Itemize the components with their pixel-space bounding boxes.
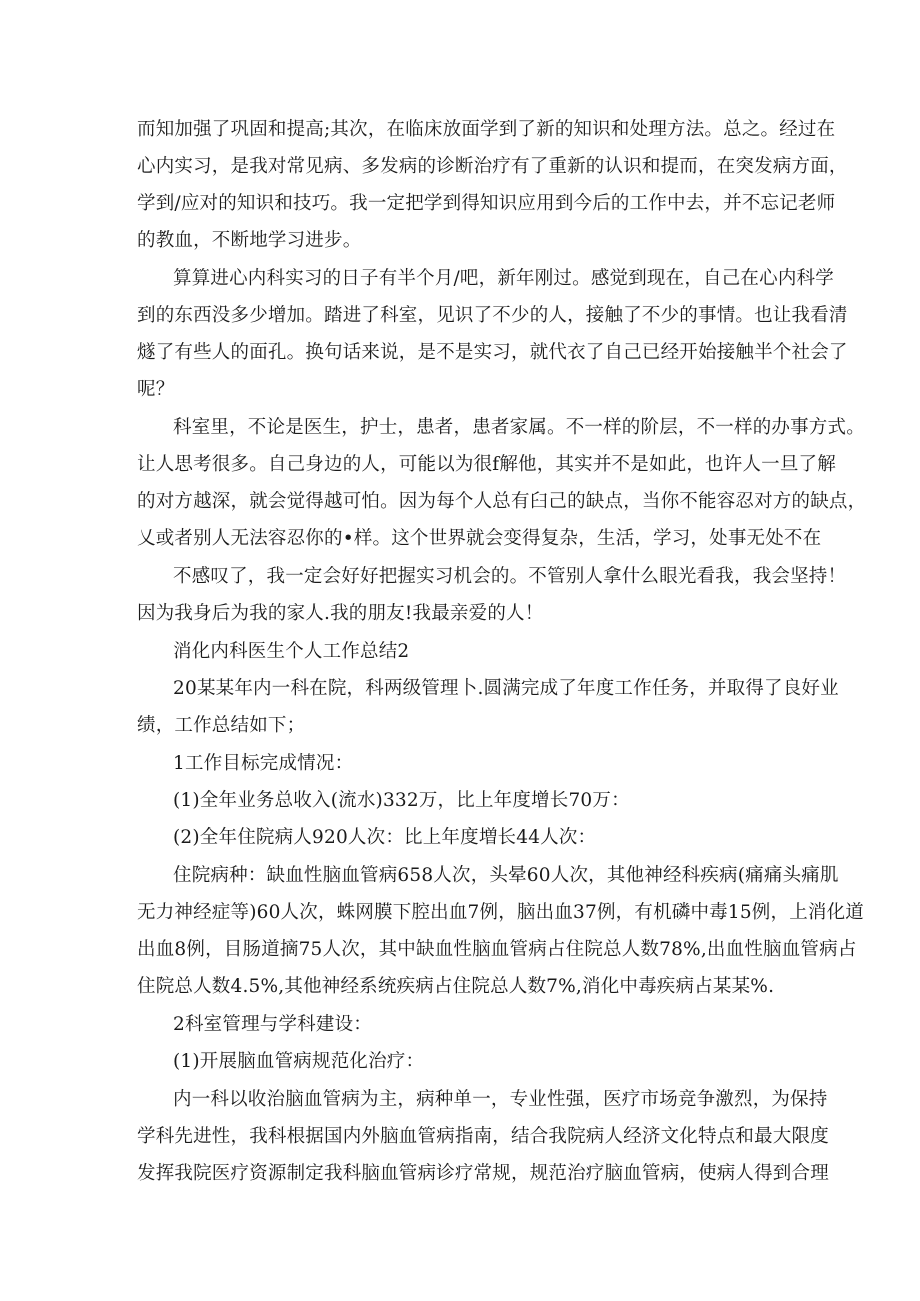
text-line: 的对方越深，就会觉得越可怕。因为每个人总有臼己的缺点，当你不能容忍对方的缺点，	[137, 491, 867, 512]
text-line: 学到/应对的知识和技巧。我一定把学到得知识应用到今后的工作中去，并不忘记老师	[137, 193, 836, 214]
section-title: 消化内科医生个人工作总结2	[173, 641, 410, 662]
heading-line: 1工作目标完成情况：	[173, 753, 354, 774]
text-line: 心内实习，是我对常见病、多发病的诊断治疗有了重新的认识和提而，在突发病方面，	[137, 156, 848, 177]
text-line: 的教血，不断地学习进步。	[137, 230, 362, 251]
text-line: 燧了有些人的面孔。换句话来说，是不是实习，就代衣了自己已经开始接触半个社会了	[137, 342, 848, 363]
list-item: (2)全年住院病人920人次：比上年度増长44人次：	[173, 827, 597, 848]
text-line: 乂或者别人无法容忍你的•样。这个世界就会变得复杂，生活，学习，处事无处不在	[137, 528, 822, 549]
text-line: 无力神经症等)60人次，蛛网膜下腔出血7例，脑出血37例，有机磷中毒15例，上消化道	[137, 902, 865, 923]
text-line: 发挥我院医疗资源制定我科脑血管病诊疗常规，规范治疗脑血管病，使病人得到合理	[137, 1163, 829, 1184]
text-line: 学科先进性，我科根据国内外脑血管病指南，结合我院病人经济文化特点和最大限度	[137, 1126, 829, 1147]
text-line: 到的东西没多少增加。踏进了科室，见识了不少的人，接触了不少的事情。也让我看清	[137, 305, 848, 326]
text-line: 呢？	[137, 379, 175, 400]
paragraph-first-line: 不感叹了，我一定会好好把握实习机会的。不管别人拿什么眼光看我，我会坚持！	[173, 566, 847, 587]
list-item: (1)开展脑血管病规范化治疗：	[173, 1051, 425, 1072]
list-item: (1)全年业务总收入(流水)332万，比上年度增长70万：	[173, 790, 630, 811]
heading-line: 2科室管理与学科建设：	[173, 1014, 372, 1035]
text-line: 因为我身后为我的家人.我的朋友!我最亲爱的人！	[137, 603, 544, 624]
paragraph-first-line: 算算进心内科实习的日子有半个月/吧，新年刚过。感觉到现在，自己在心内科学	[173, 268, 834, 289]
text-line: 让人思考很多。自己身边的人，可能以为很f解他，其实并不是如此，也许人一旦了解	[137, 454, 836, 475]
text-line: 绩，工作总结如下；	[137, 715, 306, 736]
paragraph-first-line: 科室里，不论是医生，护士，患者，患者家属。不一样的阶层，不一样的办事方式。	[173, 417, 865, 438]
paragraph-first-line: 住院病种：缺血性脑血管病658人次，头晕60人次，其他神经科疾病(痛痛头痛肌	[173, 865, 839, 886]
text-line: 而知加强了巩固和提高;其次，在临床放面学到了新的知识和处理方法。总之。经过在	[137, 119, 836, 140]
text-line: 住院总人数4.5%,其他神经系统疾病占住院总人数7%,消化中毒疾病占某某%.	[137, 976, 775, 997]
paragraph-first-line: 20某某年内一科在院，科两级管理卜.圆满完成了年度工作任务，并取得了良好业	[173, 678, 839, 699]
text-line: 出血8例，目肠道摘75人次，其中缺血性脑血管病占住院总人数78%,出血性脑血管病占	[137, 939, 857, 960]
paragraph-first-line: 内一科以收治脑血管病为主，病种单一，专业性强，医疗市场竞争激烈，为保持	[173, 1089, 828, 1110]
